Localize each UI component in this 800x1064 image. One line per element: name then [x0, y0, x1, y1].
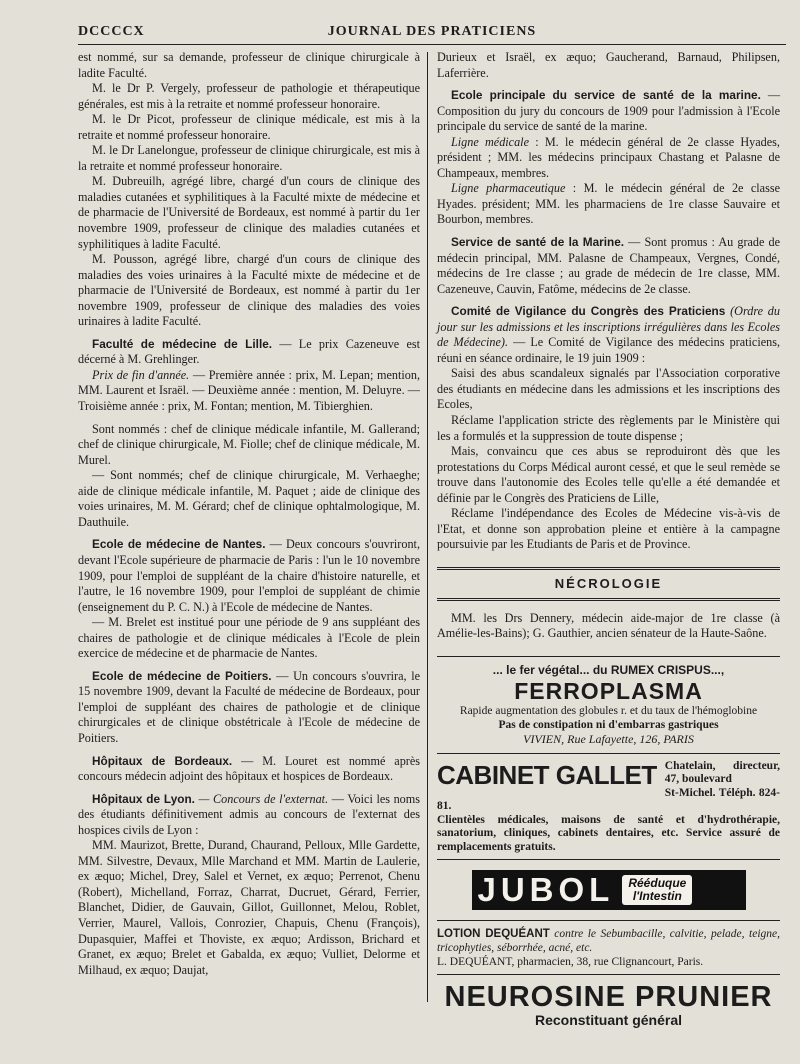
- necrologie-heading: NÉCROLOGIE: [437, 567, 780, 601]
- paragraph: M. le Dr Picot, professeur de clinique médicale, est mis à la retraite et nommé professeur honoraire.: [78, 112, 420, 142]
- jubol-banner: [472, 870, 746, 910]
- news-prix: Prix de fin d'année. — Première année : prix, M. Lepan; mention, MM. Laurent et Israël. — Deuxième année : mention, M. Deluyre. — Troisième année : prix, M. Fontan; mention, M. Tibierghien.: [78, 367, 420, 414]
- page-folio: DCCCCX: [78, 24, 145, 39]
- ad-jubol: [437, 859, 780, 920]
- paragraph: Durieux et Israël, ex æquo; Gaucherand, Barnaud, Philipsen, Laferrière.: [437, 50, 780, 80]
- ad-brand: LOTION DEQUÉANT: [437, 928, 550, 941]
- news-service-sante: Service de santé de la Marine. — Sont promus : Au grade de médecin principal, MM. Palasne de Champeaux, Vergnes, Condé, médecins de 1re classe ; au grade de médecin de 1re classe, MM. Cazeneuve, Cauvin, Fatôme, médecins de 2e classe.: [437, 235, 781, 296]
- paragraph: — Sont nommés; chef de clinique chirurgicale, M. Verhaeghe; aide de clinique médicale infantile, M. Paquet ; aide de clinique des voies urinaires, M. M. Gérard; chef de clinique ophtalmologique, M. Dauthuile.: [78, 468, 420, 529]
- paragraph: Réclame l'indépendance des Ecoles de Médecine vis-à-vis de l'Etat, et donne son approbation pleine et entière à la campagne poursuivie par les Etudiants de Paris et de Province.: [437, 506, 780, 552]
- advertisements: [437, 656, 780, 1034]
- ad-brand: FERROPLASMA: [514, 678, 703, 705]
- ad-neurosine: NEUROSINE PRUNIER Reconstituant général: [437, 974, 780, 1034]
- section-heading: Hôpitaux de Lyon.: [92, 791, 195, 806]
- right-column: [437, 50, 780, 1034]
- ad-lotion-dequeant: LOTION DEQUÉANT contre le Sebumbacille, calvitie, pelade, teigne, tricophyties, séborrhée, acné, etc. L. DEQUÉANT, pharmacien, 38, rue Clignancourt, Paris.: [437, 920, 780, 974]
- ad-brand: NEUROSINE PRUNIER: [444, 981, 773, 1014]
- paragraph: Sont nommés : chef de clinique médicale infantile, M. Gallerand; chef de clinique chirurgicale, M. Fiolle; chef de clinique médicale, M. Murel.: [78, 421, 420, 467]
- jubol-tagline: Rééduque l'Intestin: [622, 875, 692, 905]
- ad-brand: CABINET GALLET: [437, 759, 657, 790]
- section-heading: Service de santé de la Marine.: [451, 235, 625, 250]
- section-heading: Ecole de médecine de Poitiers.: [92, 668, 272, 683]
- ad-cabinet-gallet: CABINET GALLET Chatelain, directeur, 47, boulevard St-Michel. Téléph. 824-81. Clientèles médicales, maisons de santé et d'hydrothérapie, sanatorium, cliniques, cabinets dentaires, etc. Service assuré de remplacements gratuits.: [437, 753, 780, 860]
- news-poitiers: Ecole de médecine de Poitiers. — Un concours s'ouvrira, le 15 novembre 1909, devant la Faculté de médecine de Bordeaux, pour l'emploi de suppléant des chaires de pathologie et de clinique chirurgicales et de clinique obstétricale à l'Ecole de médecine de Poitiers.: [78, 668, 420, 745]
- paragraph: Réclame l'application stricte des règlements par le Ministère qui les a formulés et la suppression de toute dispense ;: [437, 413, 780, 443]
- paragraph: M. le Dr P. Vergely, professeur de pathologie et thérapeutique générales, est mis à la retraite et nommé professeur honoraire.: [78, 81, 420, 111]
- necrologie-text: MM. les Drs Dennery, médecin aide-major de 1re classe (à Amélie-les-Bains); G. Gauthier, ancien sénateur de la Haute-Saône.: [437, 610, 780, 641]
- left-column: [78, 50, 420, 978]
- news-lille: Faculté de médecine de Lille. — Le prix Cazeneuve est décerné à M. Grehlinger.: [78, 336, 421, 367]
- section-subheading: Prix de fin d'année.: [92, 367, 190, 382]
- page-header: [78, 20, 786, 44]
- paragraph: M. Pousson, agrégé libre, chargé d'un cours de clinique des maladies des voies urinaires à la Faculté mixte de médecine et de pharmacie de l'Université de Bordeaux, est nommé à partir du 1er novembre 1909, professeur de clinique des maladies des voies urinaires à ladite Faculté.: [78, 252, 420, 329]
- paragraph: M. Dubreuilh, agrégé libre, chargé d'un cours de clinique des maladies cutanées et syphilitiques à la Faculté mixte de médecine et de pharmacie de l'Université de Bordeaux, est nommé à partir du 1er novembre 1909, professeur de clinique des maladies cutanées et syphilitiques à ladite Faculté.: [78, 174, 420, 251]
- news-nantes: Ecole de médecine de Nantes. — Deux concours s'ouvriront, devant l'Ecole supérieure de pharmacie de Paris : l'un le 10 novembre 1909, pour l'emploi de suppléant de la chaire d'histoire naturelle, et l'autre, le 16 novembre 1909, pour l'emploi de suppléant de chimie (enseignement du P. C. N.) à l'Ecole de médecine de Nantes.: [78, 537, 420, 614]
- news-comite: Comité de Vigilance du Congrès des Praticiens (Ordre du jour sur les admissions et les inscriptions irrégulières dans les Ecoles de Médecine). — Le Comité de Vigilance des médecins praticiens, réuni en séance ordinaire, le 19 juin 1909 :: [437, 304, 780, 365]
- paragraph: — M. Brelet est institué pour une période de 9 ans suppléant des chaires de pathologie et de clinique médicales à l'Ecole de plein exercice de médecine et de pharmacie de Nantes.: [78, 615, 420, 661]
- lyon-names-list: MM. Maurizot, Brette, Durand, Chaurand, Pelloux, Mlle Gardette, MM. Silvestre, Devaux, Mlle Marchand et MM. Martin de Laulerie, ex æquo; Michel, Drey, Salel et Vernet, ex æquo; Perrenot, Chenu (Robert), Michelland, Forraz, Charrat, Ducruet, Gérard, Ferrier, Blanchet, Didier, de Gauvain, Gillot, Guillonnet, Melou, Roblet, Verrier, Maurel, Vallois, Conrozier, Chapuis, Chenu (François), Dupasquier, Maffei et Thoviste, ex æquo; Ardisson, Brichard et Granet, ex æquo; Brelet et Gabalda, ex æquo; Vulliet, Delorme et Milhaud, ex æquo; Daujat,: [78, 838, 420, 977]
- section-heading: Ecole de médecine de Nantes.: [92, 537, 266, 552]
- news-bordeaux: Hôpitaux de Bordeaux. — M. Louret est nommé après concours médecin adjoint des hôpitaux et hospices de Bordeaux.: [78, 753, 420, 784]
- section-heading: Hôpitaux de Bordeaux.: [92, 753, 233, 768]
- ad-ferroplasma: ... le fer végétal... du RUMEX CRISPUS..., FERROPLASMA Rapide augmentation des globules r. et du taux de l'hémoglobine Pas de constipation ni d'embarras gastriques VIVIEN, Rue Lafayette, 126, PARIS: [437, 656, 780, 753]
- section-heading: Faculté de médecine de Lille.: [92, 336, 273, 351]
- section-heading: Ecole principale du service de santé de la marine.: [451, 88, 761, 103]
- paragraph: M. le Dr Lanelongue, professeur de clinique chirurgicale, est mis à la retraite et nommé professeur honoraire.: [78, 143, 420, 173]
- news-ligne-medicale: Ligne médicale : M. le médecin général de 2e classe Hyades, président ; MM. les médecins principaux Chastang et Palasne de Champeaux, membres.: [437, 134, 780, 180]
- paragraph: Saisi des abus scandaleux signalés par l'Association corporative des étudiants en médecine dans les admissions et les inscriptions des Ecoles,: [437, 366, 780, 412]
- column-divider: [427, 52, 428, 1002]
- header-rule: [78, 44, 786, 45]
- section-heading: Comité de Vigilance du Congrès des Praticiens: [451, 304, 726, 319]
- ad-brand: JUBOL: [477, 871, 615, 909]
- paragraph: Mais, convaincu que ces abus se reproduiront dès que les protestations du Corps Médical auront cessé, et que le seul remède se trouve dans l'autonomie des Ecoles telle qu'elle a été demandée et définie par le Congrès des Praticiens de Lille,: [437, 444, 780, 505]
- news-ligne-pharma: Ligne pharmaceutique : M. le médecin général de 2e classe Hyades. président; MM. les pharmaciens de 1re classe Sauvaire et Bourbon, membres.: [437, 181, 780, 227]
- journal-title: JOURNAL DES PRATICIENS: [327, 24, 537, 39]
- news-marine: Ecole principale du service de santé de la marine. — Composition du jury du concours de 1909 pour l'admission à l'Ecole principale du service de santé de la marine.: [437, 88, 781, 134]
- paragraph: est nommé, sur sa demande, professeur de clinique chirurgicale à ladite Faculté.: [78, 50, 420, 80]
- news-lyon: Hôpitaux de Lyon. — Concours de l'externat. — Voici les noms des étudiants définitivement admis au concours de l'externat des hospices civils de Lyon :: [78, 791, 421, 837]
